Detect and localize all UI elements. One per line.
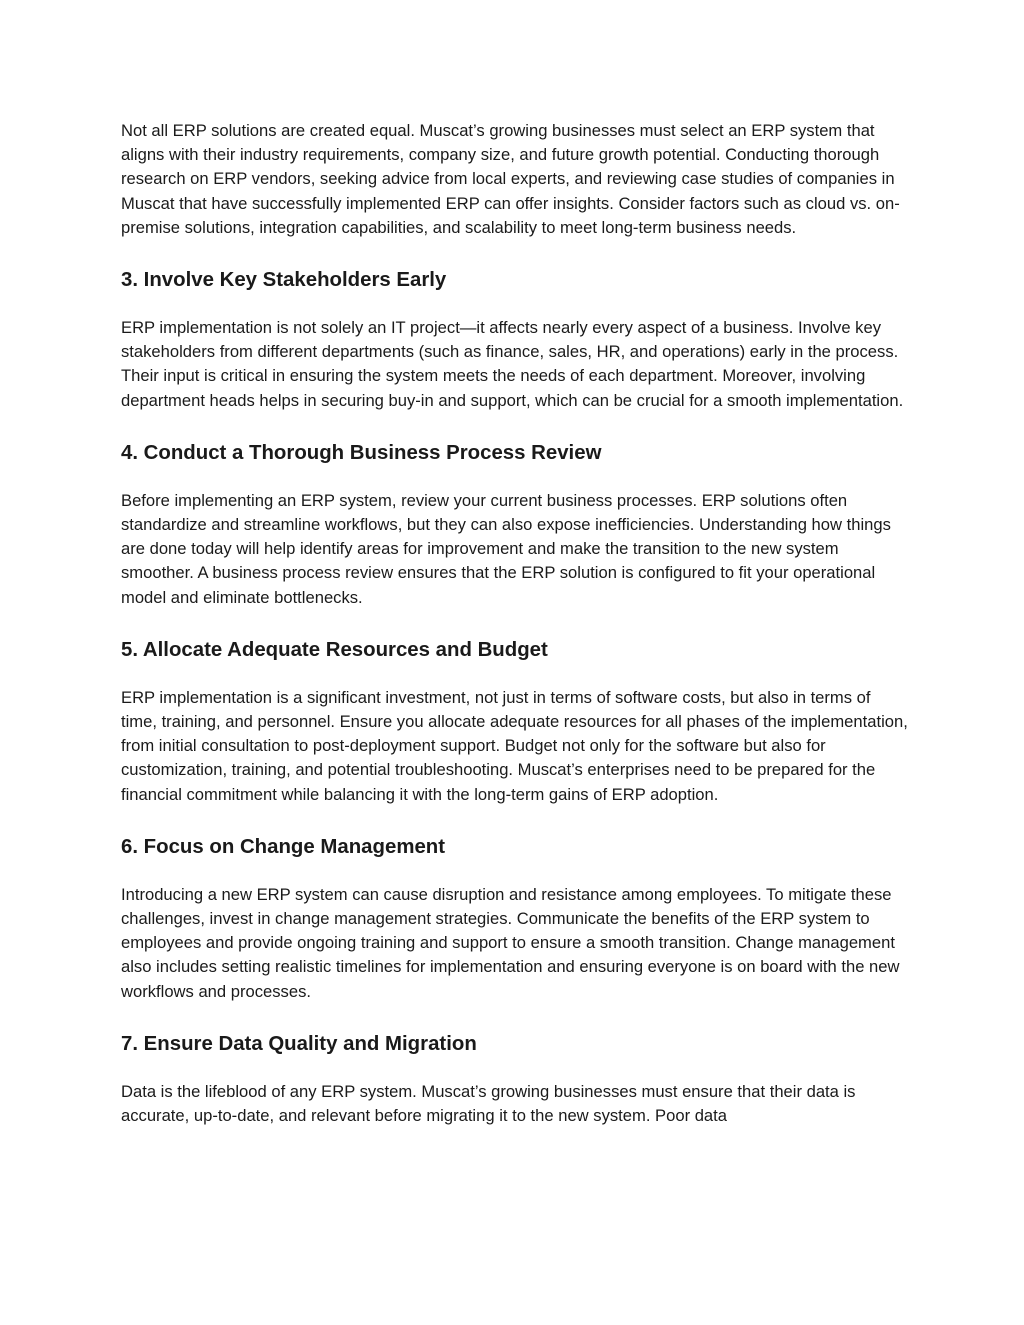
document-page bbox=[121, 119, 911, 1128]
section-5-body: ERP implementation is a significant investment, not just in terms of software costs, but also in terms of time, training, and personnel. Ensure you allocate adequate resources for all phases of the implementation, from initial consultation to post-deployment support. Budget not only for the software but also for customization, training, and potential troubleshooting. Muscat’s enterprises need to be prepared for the financial commitment while balancing it with the long-term gains of ERP adoption. bbox=[121, 687, 908, 804]
section-6-heading: 6. Focus on Change Management bbox=[121, 835, 446, 858]
section-4-body: Before implementing an ERP system, review your current business processes. ERP solutions often standardize and streamline workflows, but they can also expose inefficiencies. Understanding how things are done today will help identify areas for improvement and make the transition to the new system smoother. A business process review ensures that the ERP solution is configured to fit your operational model and eliminate bottlenecks. bbox=[121, 490, 891, 607]
section-4-heading: 4. Conduct a Thorough Business Process Review bbox=[121, 441, 602, 464]
section-3-heading: 3. Involve Key Stakeholders Early bbox=[121, 269, 447, 292]
section-3-body: ERP implementation is not solely an IT project—it affects nearly every aspect of a business. Involve key stakeholders from different departments (such as finance, sales, HR, and operations) early in the process. Their input is critical in ensuring the system meets the needs of each department. Moreover, involving department heads helps in securing buy-in and support, which can be crucial for a smooth implementation. bbox=[121, 318, 904, 410]
section-7-body: Data is the lifeblood of any ERP system. Muscat’s growing businesses must ensure that their data is accurate, up-to-date, and relevant before migrating it to the new system. Poor data bbox=[121, 1081, 856, 1126]
section-5-heading: 5. Allocate Adequate Resources and Budget bbox=[121, 638, 548, 661]
section-6-body: Introducing a new ERP system can cause disruption and resistance among employees. To mitigate these challenges, invest in change management strategies. Communicate the benefits of the ERP system to employees and provide ongoing training and support to ensure a smooth transition. Change management also includes setting realistic timelines for implementation and ensuring everyone is on board with the new workflows and processes. bbox=[121, 884, 900, 1001]
intro-paragraph: Not all ERP solutions are created equal. Muscat’s growing businesses must select an ERP system that aligns with their industry requirements, company size, and future growth potential. Conducting thorough research on ERP vendors, seeking advice from local experts, and reviewing case studies of companies in Muscat that have successfully implemented ERP can offer insights. Consider factors such as cloud vs. on-premise solutions, integration capabilities, and scalability to meet long-term business needs. bbox=[121, 121, 900, 237]
section-7-heading: 7. Ensure Data Quality and Migration bbox=[121, 1032, 477, 1055]
